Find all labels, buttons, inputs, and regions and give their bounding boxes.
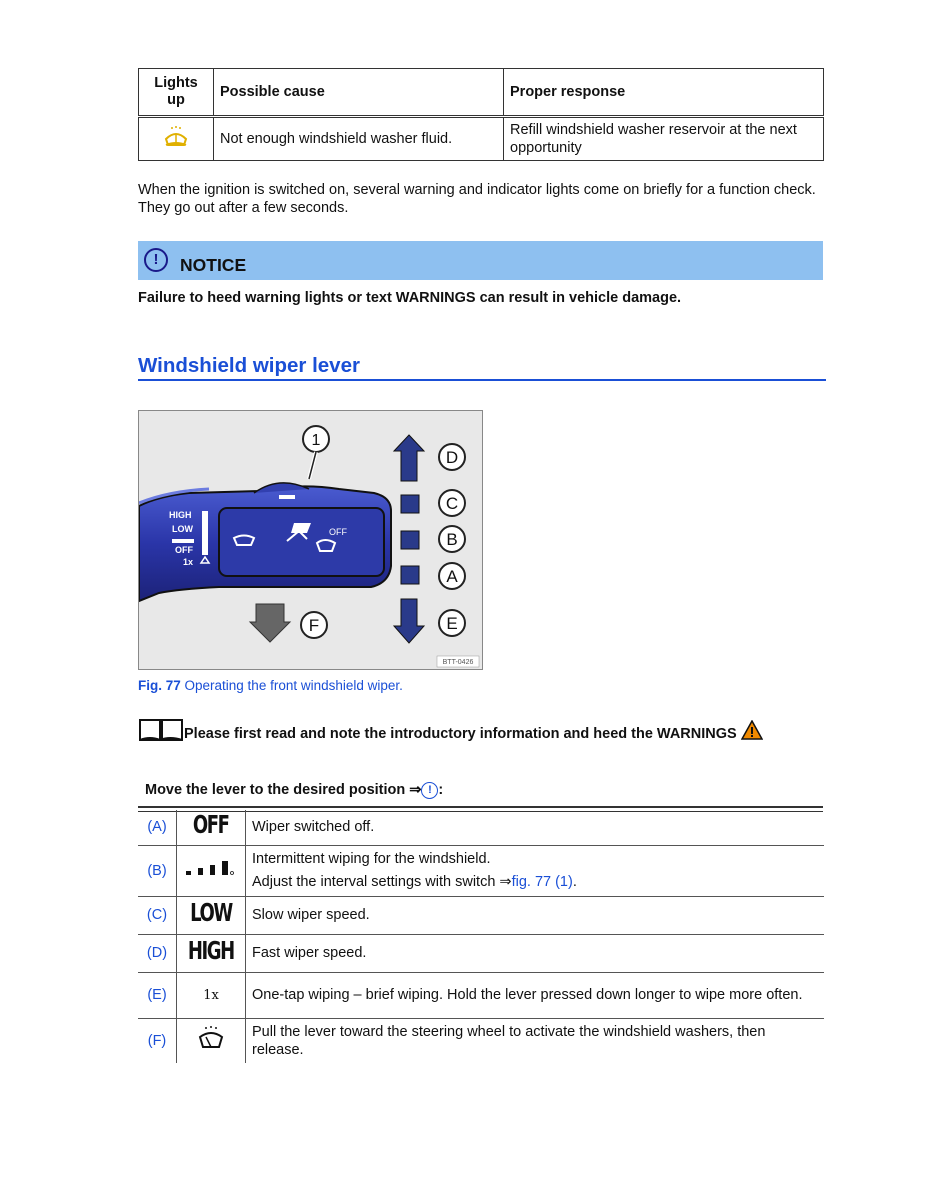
notice-banner <box>138 241 823 280</box>
header-proper-response: Proper response <box>504 69 824 117</box>
table-row: (B) Intermittent wiping for the windshield. Adjust the interval settings with switch ⇒fig. 77 (1). <box>138 845 824 896</box>
lever-label-off2: OFF <box>329 527 347 537</box>
notice-link-icon[interactable]: ! <box>421 782 438 799</box>
table-row <box>138 972 824 1018</box>
callout-f: F <box>308 616 320 635</box>
low-symbol: LOW <box>190 898 232 927</box>
washer-fluid-warning-icon <box>162 125 190 149</box>
table-row <box>139 117 824 161</box>
notice-title: NOTICE <box>180 255 247 275</box>
table-row <box>138 896 824 934</box>
position-key: (A) <box>138 810 177 845</box>
lever-label-off: OFF <box>175 545 193 555</box>
position-description: Fast wiper speed. <box>246 934 825 972</box>
position-key: (F) <box>147 1032 167 1049</box>
callout-b: B <box>446 530 458 549</box>
wiper-lever-figure <box>138 410 483 670</box>
move-label-text: Move the lever to the desired position ⇒ <box>145 782 422 798</box>
exclamation-icon: ! <box>144 248 168 272</box>
callout-c: C <box>445 494 459 513</box>
warning-lights-table <box>138 68 824 161</box>
warning-triangle-icon[interactable] <box>741 720 763 740</box>
position-key: (C) <box>138 896 177 934</box>
lever-label-low: LOW <box>172 524 193 534</box>
read-note <box>138 716 763 742</box>
book-icon <box>138 716 184 742</box>
position-key: (D) <box>138 934 177 972</box>
position-key: (B) <box>138 845 177 896</box>
intermittent-bars-icon <box>184 858 238 878</box>
caption-text: Operating the front windshield wiper. <box>180 678 403 693</box>
position-description: One-tap wiping – brief wiping. Hold the lever pressed down longer to wipe more often. <box>246 972 825 1018</box>
callout-a: A <box>446 567 458 586</box>
heading-divider <box>138 379 826 381</box>
intro-paragraph: When the ignition is switched on, several warning and indicator lights come on briefly for a function check. They go out after a few seconds. <box>138 182 816 216</box>
table-row <box>138 810 824 845</box>
washer-wipe-icon <box>196 1025 226 1051</box>
position-description: Pull the lever toward the steering wheel to activate the windshield washers, then release. <box>252 1023 766 1058</box>
wiper-lever-illustration <box>139 411 482 669</box>
position-description: Wiper switched off. <box>246 810 825 845</box>
lever-label-high: HIGH <box>169 510 192 520</box>
one-tap-symbol: 1x <box>203 987 219 1003</box>
notice-text: Failure to heed warning lights or text WARNINGS can result in vehicle damage. <box>138 290 682 306</box>
read-note-text: Please first read and note the introductory information and heed the WARNINGS <box>184 726 737 742</box>
section-heading: Windshield wiper lever <box>138 354 360 377</box>
header-possible-cause: Possible cause <box>214 69 504 117</box>
callout-1: 1 <box>311 432 321 449</box>
figure-code: BTT-0426 <box>442 659 474 666</box>
position-description: Slow wiper speed. <box>246 896 825 934</box>
figure-number: Fig. 77 <box>138 678 181 693</box>
figure-caption <box>138 678 403 693</box>
lever-label-1x: 1x <box>183 557 194 567</box>
fig-77-link[interactable]: fig. 77 (1) <box>511 874 573 890</box>
callout-d: D <box>445 448 459 467</box>
position-key: (E) <box>138 972 177 1018</box>
cause-cell: Not enough windshield washer fluid. <box>214 117 504 161</box>
callout-e: E <box>446 614 458 633</box>
wiper-positions-table <box>138 810 824 1063</box>
position-description: Intermittent wiping for the windshield. <box>252 851 491 867</box>
off-symbol: OFF <box>193 810 229 840</box>
response-cell: Refill windshield washer reservoir at the next opportunity <box>504 117 824 161</box>
table-row <box>138 1018 824 1063</box>
header-lights-up: Lights up <box>139 69 214 117</box>
high-symbol: HIGH <box>188 936 234 965</box>
move-lever-label: Move the lever to the desired position ⇒ ! : <box>145 782 444 798</box>
table-row <box>138 934 824 972</box>
